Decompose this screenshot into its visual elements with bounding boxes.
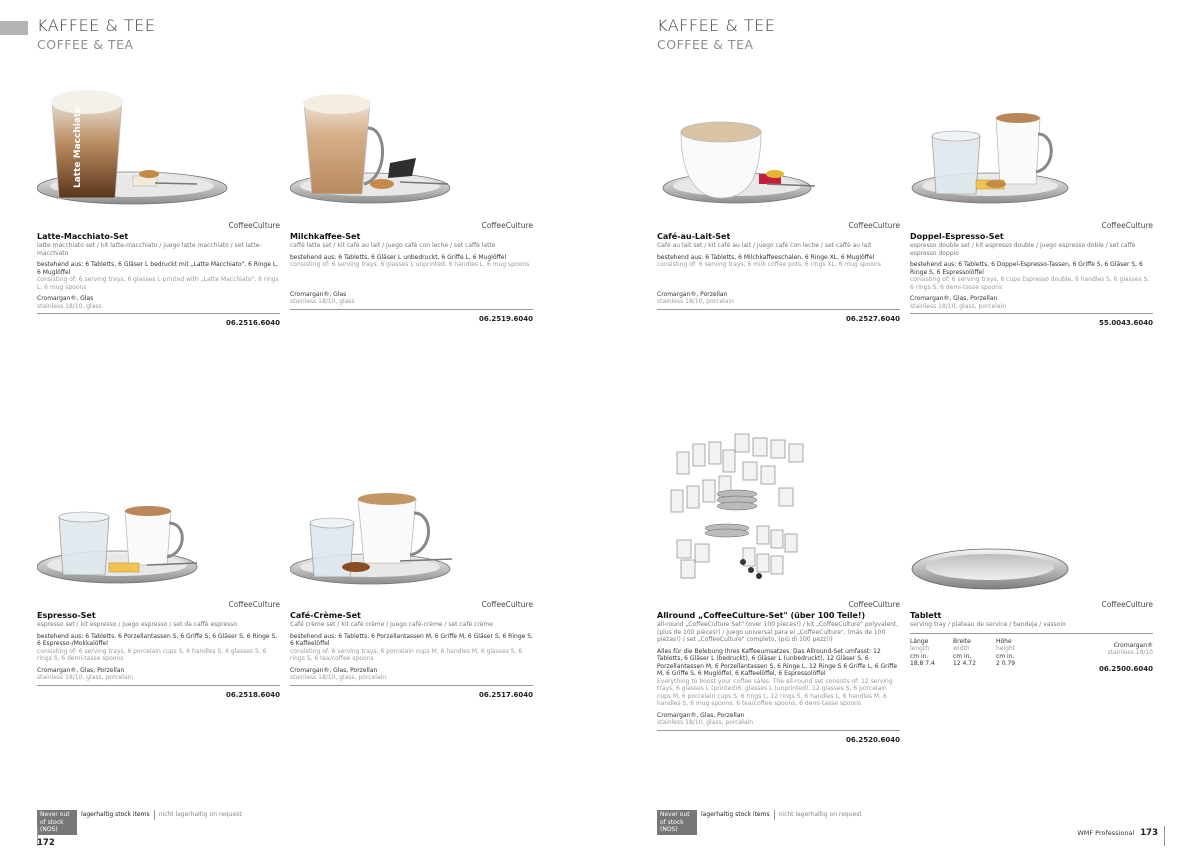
- material-en: stainless 18/10, glass: [37, 302, 102, 310]
- page-number: 173: [1140, 828, 1158, 838]
- dim-width: Breite width cm in. 12 4.72: [953, 637, 976, 667]
- page-subtitle: COFFEE & TEA: [37, 37, 134, 52]
- divider: [910, 633, 1153, 634]
- article-number: 06.2517.6040: [478, 690, 533, 699]
- allround-set-illustration: [657, 430, 900, 590]
- stock-legend: [657, 810, 866, 835]
- product-name: Café-au-Lait-Set: [657, 232, 731, 241]
- product-name: Milchkaffee-Set: [290, 232, 361, 241]
- dim-height: Höhe height cm in. 2 0.79: [996, 637, 1016, 667]
- consists-of-de: Alles für die Belebung Ihres Kaffeeumsatzes. Das Allround-Set umfasst: 12 Tabletts, 6 Gläser L (bedruckt), 6 Gläser L (unbedruckt), 12 Gläser S, 6 Porzellantassen M, 6 Porzellantassen S, 6 Ringe L, 12 Ringe S 6 Griffe L, 6 Griffe M, 6 Griffe S, 6 Muglöffel, 6 Kaffeelöffel, 6 Espressolöffel: [657, 647, 898, 677]
- divider: [290, 309, 533, 310]
- dimension-table: [910, 637, 1153, 673]
- consists-of-de: bestehend aus: 6 Tabletts, 6 Gläser L unbedruckt, 6 Griffe L, 6 Muglöffel: [290, 253, 507, 261]
- article-number: 06.2527.6040: [845, 314, 900, 323]
- product-image: [290, 467, 533, 597]
- article-number: 06.2518.6040: [225, 690, 280, 699]
- legend-stock: lagerhaltig stock items: [81, 811, 150, 818]
- product-name-translations: serving tray / plateau de service / bandeja / vassoio: [910, 621, 1066, 628]
- product-image: [910, 467, 1153, 597]
- divider: [657, 309, 900, 310]
- brand-label: CoffeeCulture: [848, 221, 900, 230]
- product-image: [910, 88, 1153, 218]
- material-en: stainless 18/10, glass, porcelain: [37, 674, 134, 681]
- legend-stock: lagerhaltig stock items: [701, 811, 770, 818]
- material: [1099, 642, 1153, 673]
- consists-of-de: bestehend aus: 6 Tabletts, 6 Milchkaffeeschalen, 6 Ringe XL, 6 Muglöffel: [657, 253, 875, 261]
- brand-label: CoffeeCulture: [848, 600, 900, 609]
- espresso-illustration: [37, 467, 280, 597]
- material-de: Cromargan®, Glas, Porzellan: [37, 666, 125, 674]
- product-name-translations: Café au lait set / kit café au lait / juego café con leche / set caffè au lait: [657, 242, 872, 249]
- product-name: Café-Crème-Set: [290, 611, 361, 620]
- product-image: [657, 88, 900, 218]
- divider: [37, 685, 280, 686]
- brand-label: CoffeeCulture: [228, 600, 280, 609]
- doppel-espresso-illustration: [910, 88, 1153, 218]
- material-de: Cromargan®, Porzellan: [657, 290, 728, 298]
- consists-of-de: bestehend aus: 6 Tabletts, 6 Gläser L bedruckt mit „Latte Macchiato", 6 Ringe L, 6 Muglöffel: [37, 261, 279, 276]
- material-en: stainless 18/10: [1107, 649, 1153, 656]
- product-image: [657, 430, 900, 590]
- material-de: Cromargan®, Glas, Porzellan: [290, 666, 378, 674]
- product-name: Tablett: [910, 611, 942, 620]
- consists-of-en: Everything to boost your coffee sales. The all-round set consists of: 12 serving trays, 6 glasses L (printed)6, glasses L (unprinted), 12 glasses S, 6 porcelain cups M, 6 porcelain cups S, 6 rings L, 12 rings S, 6 handles L, 6 handles M, 6 handles S, 6 mug spoons, 6 tea/coffee spoons, 6 demi-tasse spoons: [657, 677, 893, 707]
- product-name: Allround „CoffeeCulture-Set" (über 100 Teile!): [657, 611, 866, 620]
- product-name: Doppel-Espresso-Set: [910, 232, 1004, 241]
- material-en: stainless 18/10, glass, porcelain: [657, 719, 754, 726]
- glass-print-text: Latte Macchiato: [73, 106, 83, 188]
- publisher-label: WMF Professional: [1077, 829, 1135, 837]
- page-edge-line: [37, 826, 38, 846]
- consists-of-de: bestehend aus: 6 Tabletts, 6 Porzellantassen S, 6 Griffe S, 6 Gläser S, 6 Ringe S, 6 Espresso-/Mokkalöffel: [37, 632, 278, 647]
- cafe-au-lait-illustration: [657, 88, 900, 218]
- material-de: Cromargan®, Glas, Porzellan: [910, 295, 998, 302]
- left-footer: [37, 810, 246, 848]
- product-name-translations: caffè latte set / kit café au lait / juego café con leche / set caffè latte: [290, 242, 496, 249]
- product-name: Espresso-Set: [37, 611, 96, 620]
- product-name-translations: latte macchiato set / kit latte-macchiato / juego latte macchiato / set latte-macchiato: [37, 242, 262, 257]
- right-page-header: [657, 16, 775, 52]
- stock-legend: [37, 810, 246, 835]
- product-name: Latte-Macchiato-Set: [37, 232, 129, 241]
- product-name-translations: espresso set / kit espresso / juego espresso / set da caffè espresso: [37, 621, 238, 628]
- product-image: [37, 467, 280, 597]
- article-number: 06.2520.6040: [845, 735, 900, 744]
- material-de: Cromargan®: [1113, 641, 1153, 649]
- right-footer: [657, 810, 866, 835]
- cafe-creme-illustration: [290, 467, 533, 597]
- legend-nos: Never out of stock (NOS): [37, 810, 77, 835]
- legend-nos: Never out of stock (NOS): [657, 810, 697, 835]
- consists-of-de: bestehend aus: 6 Tabletts, 6 Porzellantassen M, 6 Griffe M, 6 Gläser S, 6 Ringe S, 6 Kaffeelöffel: [290, 632, 533, 647]
- article-number: 06.2500.6040: [1098, 664, 1153, 673]
- consists-of-en: consisting of: 6 serving trays, 6 cups Espresso double, 6 handles S, 6 glasses S, 6 rings S, 6 demi-tasse spoons: [910, 276, 1150, 291]
- material-de: Cromargan®, Glas, Porzellan: [657, 711, 745, 719]
- consists-of-de: bestehend aus: 6 Tabletts, 6 Doppel-Espresso-Tassen, 6 Griffe S, 6 Gläser S, 6 Ringe S, 6 Espressolöffel: [910, 261, 1143, 276]
- brand-label: CoffeeCulture: [481, 221, 533, 230]
- material-en: stainless 18/10, glass, porcelain: [910, 302, 1007, 310]
- material-en: stainless 18/10, glass: [290, 298, 355, 305]
- article-number: 06.2519.6040: [478, 314, 533, 323]
- serving-tray-illustration: [910, 467, 1153, 597]
- brand-label: CoffeeCulture: [1101, 221, 1153, 230]
- legend-on-request: nicht lagerhaltig on request: [154, 810, 246, 820]
- left-page-header: [37, 16, 155, 52]
- consists-of-en: consisting of: 6 serving trays, 6 porcelain cups M, 6 handles M, 6 glasses S, 6 rings S, 6 tea/coffee spoons: [290, 647, 523, 662]
- consists-of-en: consisting of: 6 serving trays, 6 milk coffee pots, 6 rings XL, 6 mug spoons: [657, 261, 881, 268]
- page-number: 172: [37, 837, 55, 848]
- material-en: stainless 18/10, glass, porcelain: [290, 674, 387, 681]
- dim-length: Länge length cm in. 18,8 7.4: [910, 637, 935, 667]
- article-number: 55.0043.6040: [1098, 319, 1153, 327]
- divider: [910, 313, 1153, 314]
- divider: [37, 313, 280, 314]
- milchkaffee-illustration: [290, 88, 533, 218]
- page-title: KAFFEE & TEE: [657, 16, 776, 35]
- latte-macchiato-illustration: [37, 88, 280, 218]
- product-name-translations: espresso double set / kit espresso double / juego espresso doble / set caffè espresso doppio: [910, 242, 1136, 257]
- product-name-translations: all-round „CoffeeCulture Set" (over 100 pieces!) / kit „CoffeeCulture" polyvalent, (plus de 100 pièces!) / juego universal para el „CoffeeCulture", (más de 100 piezas!) / set „CoffeeCulture" completo, (più di 100 pezzi!): [657, 621, 899, 643]
- brand-label: CoffeeCulture: [228, 221, 280, 230]
- right-page-number-block: [1077, 828, 1158, 838]
- consists-of-en: consisting of: 6 serving trays, 6 glasses L unprinted, 6 handles L, 6 mug spoons: [290, 261, 530, 268]
- legend-on-request: nicht lagerhaltig on request: [774, 810, 866, 820]
- brand-label: CoffeeCulture: [1101, 600, 1153, 609]
- page-title: KAFFEE & TEE: [37, 16, 156, 35]
- divider: [290, 685, 533, 686]
- material-de: Cromargan®, Glas: [37, 295, 94, 302]
- material-de: Cromargan®, Glas: [290, 290, 347, 298]
- section-tab-marker: [0, 21, 28, 35]
- article-number: 06.2516.6040: [225, 319, 280, 327]
- product-image: [290, 88, 533, 218]
- consists-of-en: consisting of: 6 serving trays, 6 porcelain cups S, 6 handles S, 6 glasses S, 6 rings S, 6 demi-tasse spoons: [37, 647, 267, 662]
- product-image: [37, 88, 280, 218]
- material-en: stainless 18/10, porcelain: [657, 298, 734, 305]
- page-edge-line: [1164, 826, 1165, 846]
- brand-label: CoffeeCulture: [481, 600, 533, 609]
- page-subtitle: COFFEE & TEA: [657, 37, 754, 52]
- divider: [657, 730, 900, 731]
- consists-of-en: consisting of: 6 serving trays, 6 glasses L printed with „Latte Macchiato", 6 rings L, 6 mug spoons: [37, 276, 279, 291]
- product-name-translations: Café crème set / kit café crème / juego café-crème / set café crème: [290, 621, 493, 628]
